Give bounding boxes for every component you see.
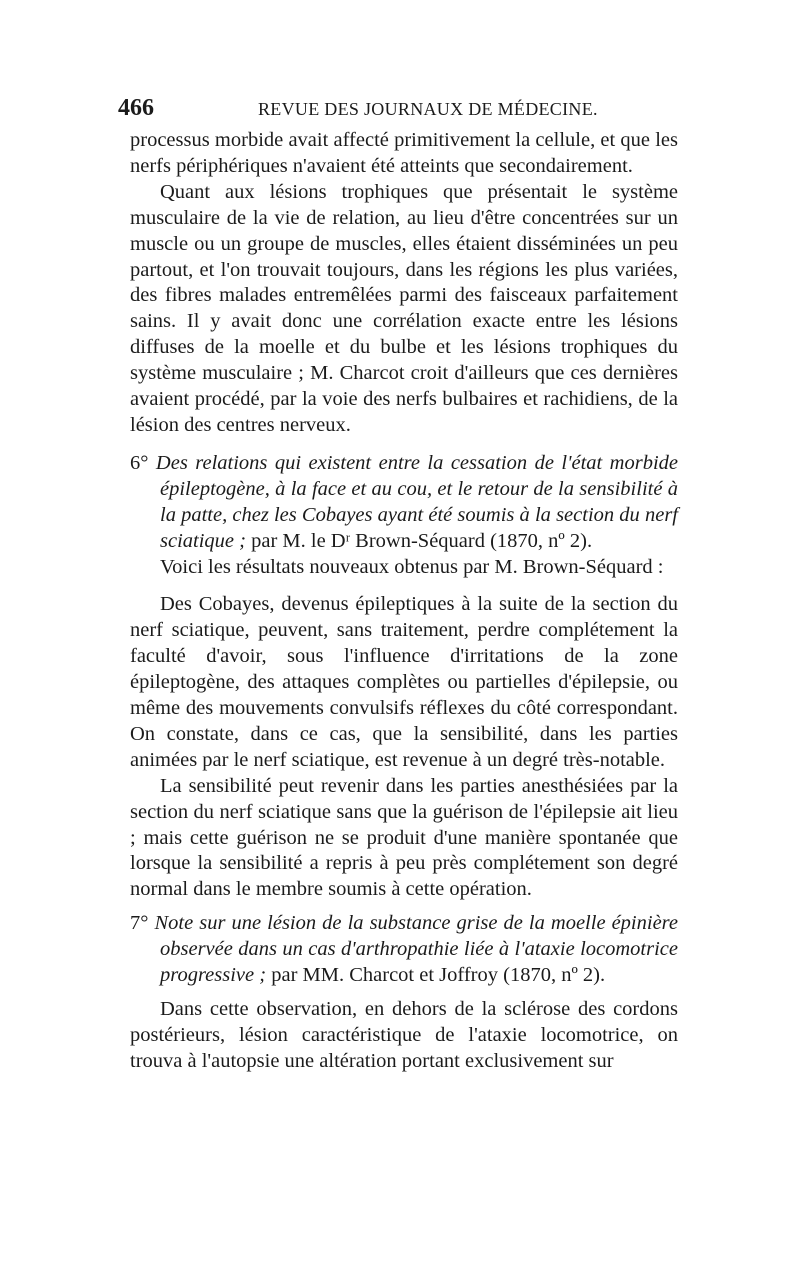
paragraph-trophic-lesions: Quant aux lésions trophiques que présentait le système musculaire de la vie de relation, au lieu d'être concentrées sur un muscle ou un groupe de muscles, elles étaient disséminées un peu partout, et l'on trouvait toujours, dans les régions les plus variées, des fibres malades entremêlées parmi des faisceaux parfaitement sains. Il y avait donc une corrélation exacte entre les lésions diffuses de la moelle et du bulbe et les lésions trophiques du système musculaire ; M. Charcot croit d'ailleurs que ces dernières avaient procédé, par la voie des nerfs bulbaires et rachidiens, de la lésion des centres nerveux. [130,180,678,436]
page-header [118,92,678,124]
body-text [130,128,678,1075]
section-6-citation: par M. le Dʳ Brown-Séquard (1870, nº 2). [251,529,593,552]
page-number: 466 [118,95,154,121]
section-6-heading [130,451,678,555]
paragraph-continuation: processus morbide avait affecté primitivement la cellule, et que les nerfs périphériques n'avaient été atteints que secondairement. [130,129,678,177]
section-7-heading [130,911,678,989]
section-6-title: Des relations qui existent entre la cessation de l'état morbide épileptogène, à la face et au cou, et le retour de la sensibilité à la patte, chez les Cobayes ayant été soumis à la section du nerf sciatique ; [155,451,678,552]
running-title: REVUE DES JOURNAUX DE MÉDECINE. [258,99,598,119]
section-7-title: Note sur une lésion de la substance grise de la moelle épinière observée dans un cas d'arthropathie liée à l'ataxie locomotrice progressive ; [154,912,678,987]
section-6-number: 6° [130,451,149,474]
paragraph-observation: Dans cette observation, en dehors de la sclérose des cordons postérieurs, lésion caractéristique de l'ataxie locomotrice, on trouva à l'autopsie une altération portant exclusivement sur [130,998,678,1072]
paragraph-sensibilite: La sensibilité peut revenir dans les parties anesthésiées par la section du nerf sciatique sans que la guérison de l'épilepsie ait lieu ; mais cette guérison ne se produit d'une manière spontanée que lorsque la sensibilité a repris à peu près complétement son degré normal dans le membre soumis à cette opération. [130,774,678,901]
paragraph-cobayes: Des Cobayes, devenus épileptiques à la suite de la section du nerf sciatique, peuvent, sans traitement, perdre complétement la faculté d'avoir, sous l'influence d'irritations de la zone épileptogène, des attaques complètes ou partielles d'épilepsie, ou même des mouvements convulsifs réflexes du côté correspondant. On constate, dans ce cas, que la sensibilité, dans les parties animées par le nerf sciatique, est revenue à un degré très-notable. [130,593,678,771]
paragraph-results-intro: Voici les résultats nouveaux obtenus par M. Brown-Séquard : [160,555,664,578]
section-7-number: 7° [130,912,149,935]
section-7-citation: par MM. Charcot et Joffroy (1870, nº 2). [271,964,606,987]
